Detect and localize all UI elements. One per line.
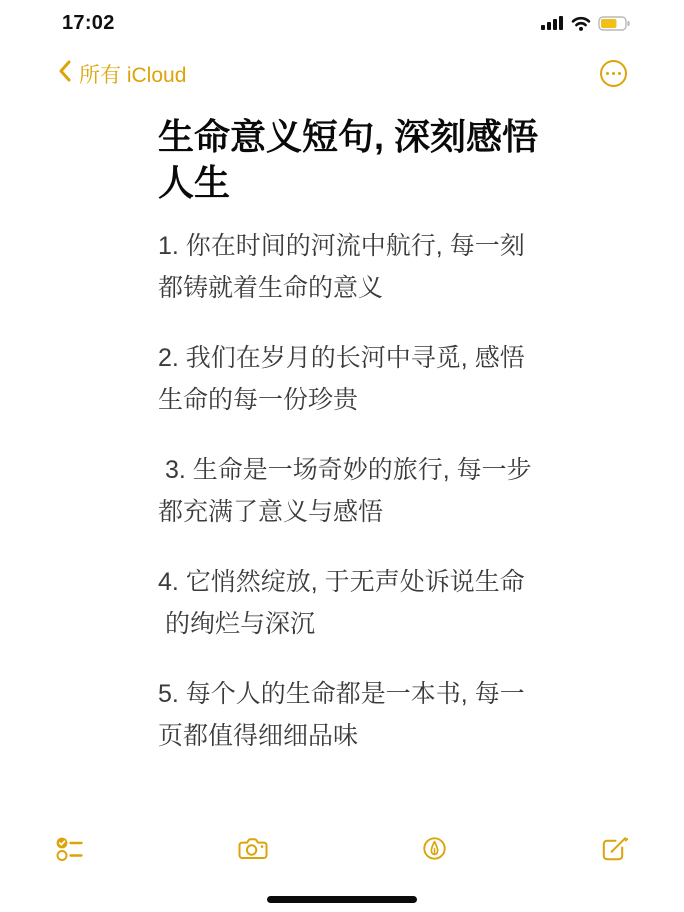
- back-button[interactable]: [58, 59, 186, 89]
- status-time: 17:02: [62, 12, 115, 34]
- note-item-1: 1. 你在时间的河流中航行, 每一刻 都铸就着生命的意义: [158, 232, 525, 302]
- back-label: 所有 iCloud: [79, 64, 187, 87]
- note-item-5: 5. 每个人的生命都是一本书, 每一 页都值得细细品味: [158, 680, 525, 750]
- note-body: [158, 225, 578, 757]
- checklist-icon: [56, 836, 83, 865]
- cellular-signal-icon: [541, 16, 564, 36]
- note-title-line: 人生: [158, 162, 231, 203]
- note-title-line: 生命意义短句, 深刻感悟: [158, 116, 539, 157]
- markup-pen-icon: [423, 837, 446, 863]
- camera-button[interactable]: [238, 835, 268, 865]
- battery-low-power-icon: [598, 16, 630, 36]
- note-title: [158, 114, 578, 206]
- ellipsis-dot: [618, 72, 621, 75]
- bottom-toolbar: [0, 834, 684, 866]
- note-item-4: 4. 它悄然绽放, 于无声处诉说生命 的绚烂与深沉: [158, 568, 525, 638]
- note-item-3: 3. 生命是一场奇妙的旅行, 每一步 都充满了意义与感悟: [158, 456, 532, 526]
- camera-icon: [238, 836, 268, 864]
- more-options-button[interactable]: [600, 60, 627, 87]
- status-icons: [541, 16, 630, 36]
- checklist-button[interactable]: [56, 835, 83, 865]
- ellipsis-dot: [606, 72, 609, 75]
- compose-button[interactable]: [601, 835, 628, 865]
- chevron-left-icon: [58, 60, 71, 88]
- note-item-2: 2. 我们在岁月的长河中寻觅, 感悟 生命的每一份珍贵: [158, 344, 525, 414]
- markup-button[interactable]: [423, 835, 446, 865]
- home-indicator[interactable]: [267, 896, 417, 903]
- ellipsis-dot: [612, 72, 615, 75]
- wifi-icon: [571, 16, 591, 36]
- compose-icon: [601, 836, 628, 865]
- note-editor[interactable]: [158, 114, 578, 785]
